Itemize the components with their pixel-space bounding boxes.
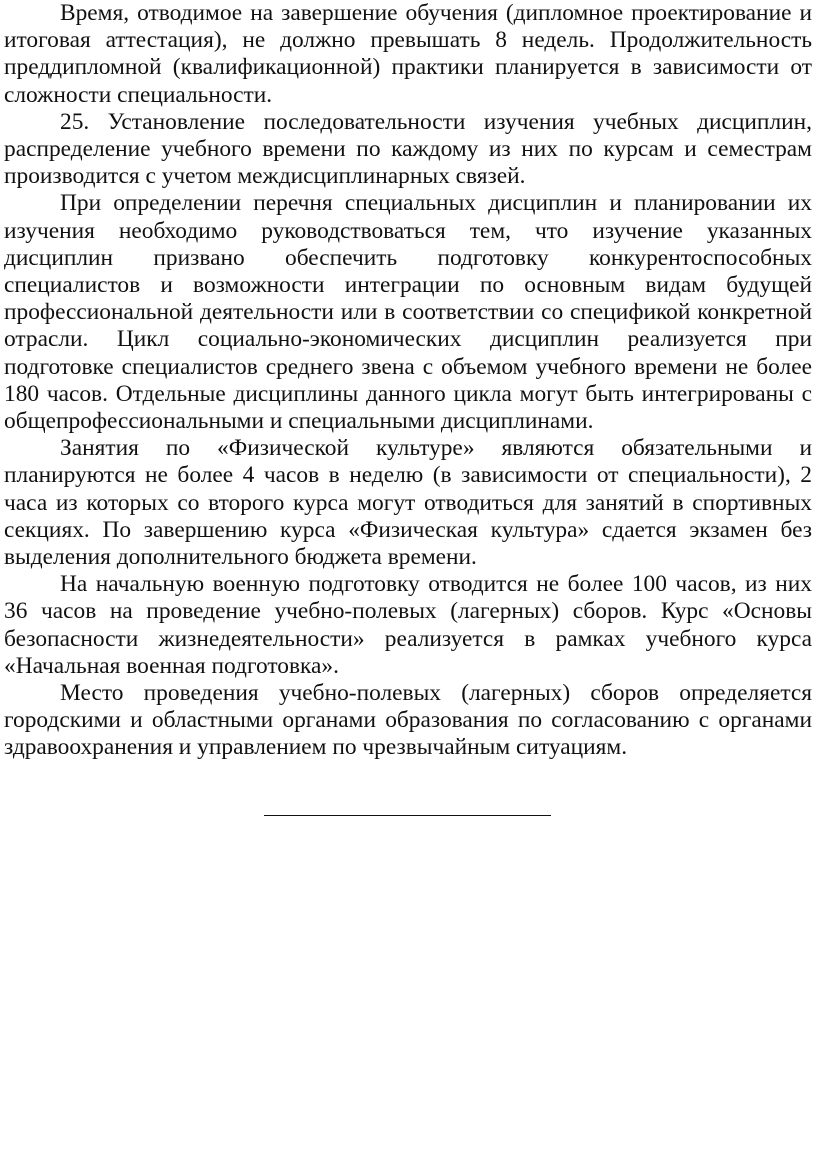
end-of-section-rule	[264, 815, 551, 816]
document-body	[4, 0, 812, 762]
paragraph-item-25-discipline-sequence: 25. Установление последовательности изучения учебных дисциплин, распределение учебного времени по каждому из них по курсам и семестрам производится с учетом междисциплинарных связей.	[4, 108, 812, 190]
paragraph-military-training: На начальную военную подготовку отводится не более 100 часов, из них 36 часов на проведение учебно-полевых (лагерных) сборов. Курс «Основы безопасности жизнедеятельности» реализуется в рамках учебного курса «Начальная военная подготовка».	[4, 571, 812, 679]
paragraph-study-completion-time: Время, отводимое на завершение обучения (дипломное проектирование и итоговая аттестация), не должно превышать 8 недель. Продолжительность преддипломной (квалификационной) практики планируется в зависимости от сложности специальности.	[4, 0, 812, 108]
paragraph-field-camp-location: Место проведения учебно-полевых (лагерных) сборов определяется городскими и областными органами образования по согласованию с органами здравоохранения и управлением по чрезвычайным ситуациям.	[4, 680, 812, 761]
paragraph-special-disciplines: При определении перечня специальных дисциплин и планировании их изучения необходимо руководствоваться тем, что изучение указанных дисциплин призвано обеспечить подготовку конкурентоспособных специалистов и возможности интеграции по основным видам будущей профессиональной деятельности или в соответствии со спецификой конкретной отрасли. Цикл социально-экономических дисциплин реализуется при подготовке специалистов среднего звена с объемом учебного времени не более 180 часов. Отдельные дисциплины данного цикла могут быть интегрированы с общепрофессиональными и специальными дисциплинами.	[4, 190, 812, 435]
paragraph-physical-education: Занятия по «Физической культуре» являются обязательными и планируются не более 4 часов в неделю (в зависимости от специальности), 2 часа из которых со второго курса могут отводиться для занятий в спортивных секциях. По завершению курса «Физическая культура» сдается экзамен без выделения дополнительного бюджета времени.	[4, 435, 812, 571]
